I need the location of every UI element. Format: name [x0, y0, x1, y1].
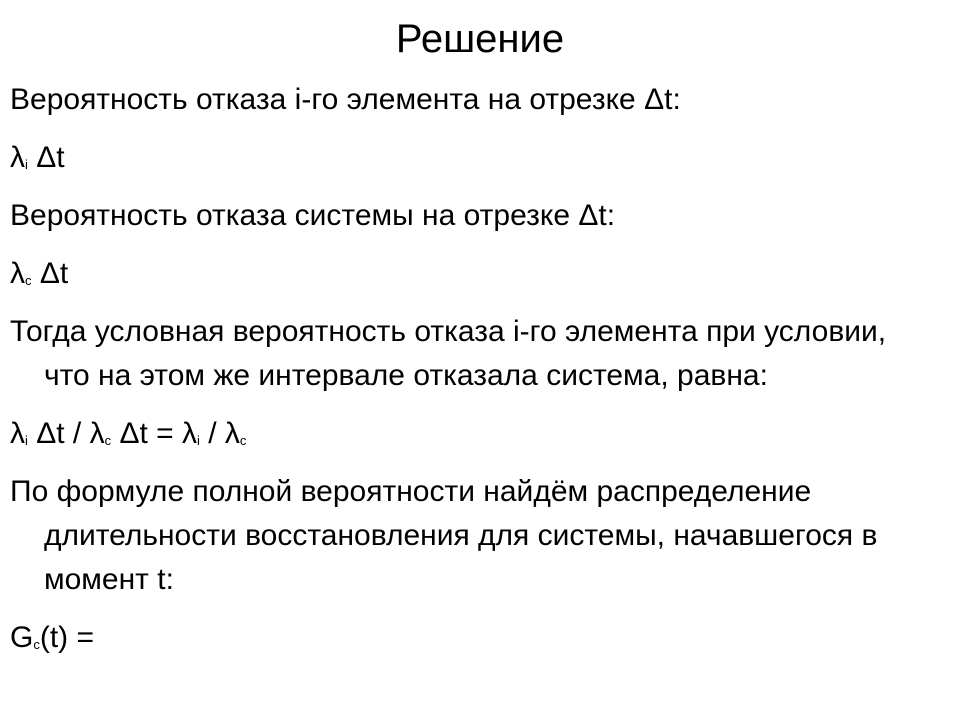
- formula-recovery-distribution: [10, 616, 940, 660]
- formula-part: /: [199, 417, 225, 450]
- lambda-symbol: λ: [10, 257, 25, 290]
- subscript-i: i: [25, 157, 28, 172]
- subscript-c: c: [25, 273, 32, 288]
- function-symbol: G: [10, 621, 34, 654]
- formula-rest: Δt: [27, 141, 65, 174]
- formula-rest: (t) =: [39, 621, 95, 654]
- lambda-symbol: λ: [89, 417, 105, 450]
- lambda-symbol: λ: [182, 417, 198, 450]
- subscript-c: c: [104, 433, 112, 448]
- text-total-probability: По формуле полной вероятности найдём распределение длительности восстановления для системы, начавшегося в момент t:: [10, 475, 878, 596]
- lambda-symbol: λ: [10, 417, 25, 450]
- subscript-i: i: [197, 433, 200, 448]
- text-conditional-probability: Тогда условная вероятность отказа i-го элемента при условии, что на этом же интервале отказала система, равна:: [10, 315, 887, 392]
- text-system-failure-probability: Вероятность отказа системы на отрезке Δt:: [10, 199, 616, 232]
- subscript-c: c: [239, 433, 247, 448]
- formula-system-failure: [10, 252, 940, 296]
- formula-rest: Δt: [31, 257, 69, 290]
- slide-body: [10, 78, 940, 660]
- lambda-symbol: λ: [224, 417, 240, 450]
- subscript-i: i: [25, 433, 28, 448]
- text-element-failure-probability: Вероятность отказа i-го элемента на отрезке Δt:: [10, 83, 681, 116]
- formula-part: Δt /: [27, 417, 90, 450]
- subscript-c: c: [33, 637, 40, 652]
- formula-conditional-probability: [10, 412, 940, 456]
- formula-element-failure: [10, 136, 940, 180]
- lambda-symbol: λ: [10, 141, 25, 174]
- formula-part: Δt =: [111, 417, 183, 450]
- slide-title: Решение: [395, 17, 565, 61]
